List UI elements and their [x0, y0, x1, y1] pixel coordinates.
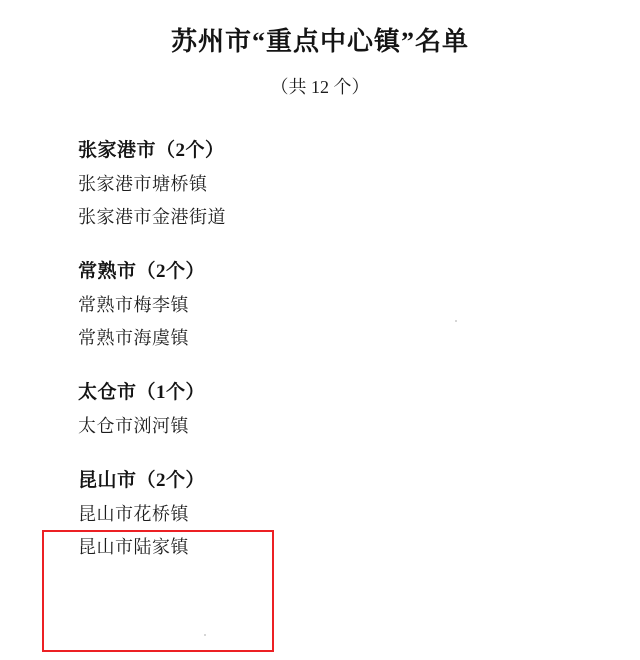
list-group — [78, 255, 640, 355]
list-group — [78, 134, 640, 234]
list-item: 张家港市塘桥镇 — [78, 174, 208, 194]
list-item: 常熟市海虞镇 — [78, 328, 189, 348]
group-heading: 太仓市（1个） — [78, 382, 206, 403]
scan-speck — [455, 320, 457, 322]
page-title: 苏州市“重点中心镇”名单 — [170, 27, 469, 56]
list-item: 昆山市陆家镇 — [78, 537, 189, 557]
list-item: 昆山市花桥镇 — [78, 504, 189, 524]
list-item: 常熟市梅李镇 — [78, 295, 189, 315]
town-list — [0, 134, 640, 564]
page-subtitle: （共 12 个） — [270, 77, 370, 97]
group-heading: 昆山市（2个） — [78, 470, 206, 491]
group-heading: 张家港市（2个） — [78, 140, 225, 161]
list-item: 张家港市金港街道 — [78, 207, 226, 227]
scan-speck — [204, 634, 206, 636]
document-page — [0, 22, 640, 660]
list-group — [78, 376, 640, 443]
list-group-highlighted — [78, 464, 640, 564]
list-item: 太仓市浏河镇 — [78, 416, 189, 436]
group-heading: 常熟市（2个） — [78, 261, 206, 282]
